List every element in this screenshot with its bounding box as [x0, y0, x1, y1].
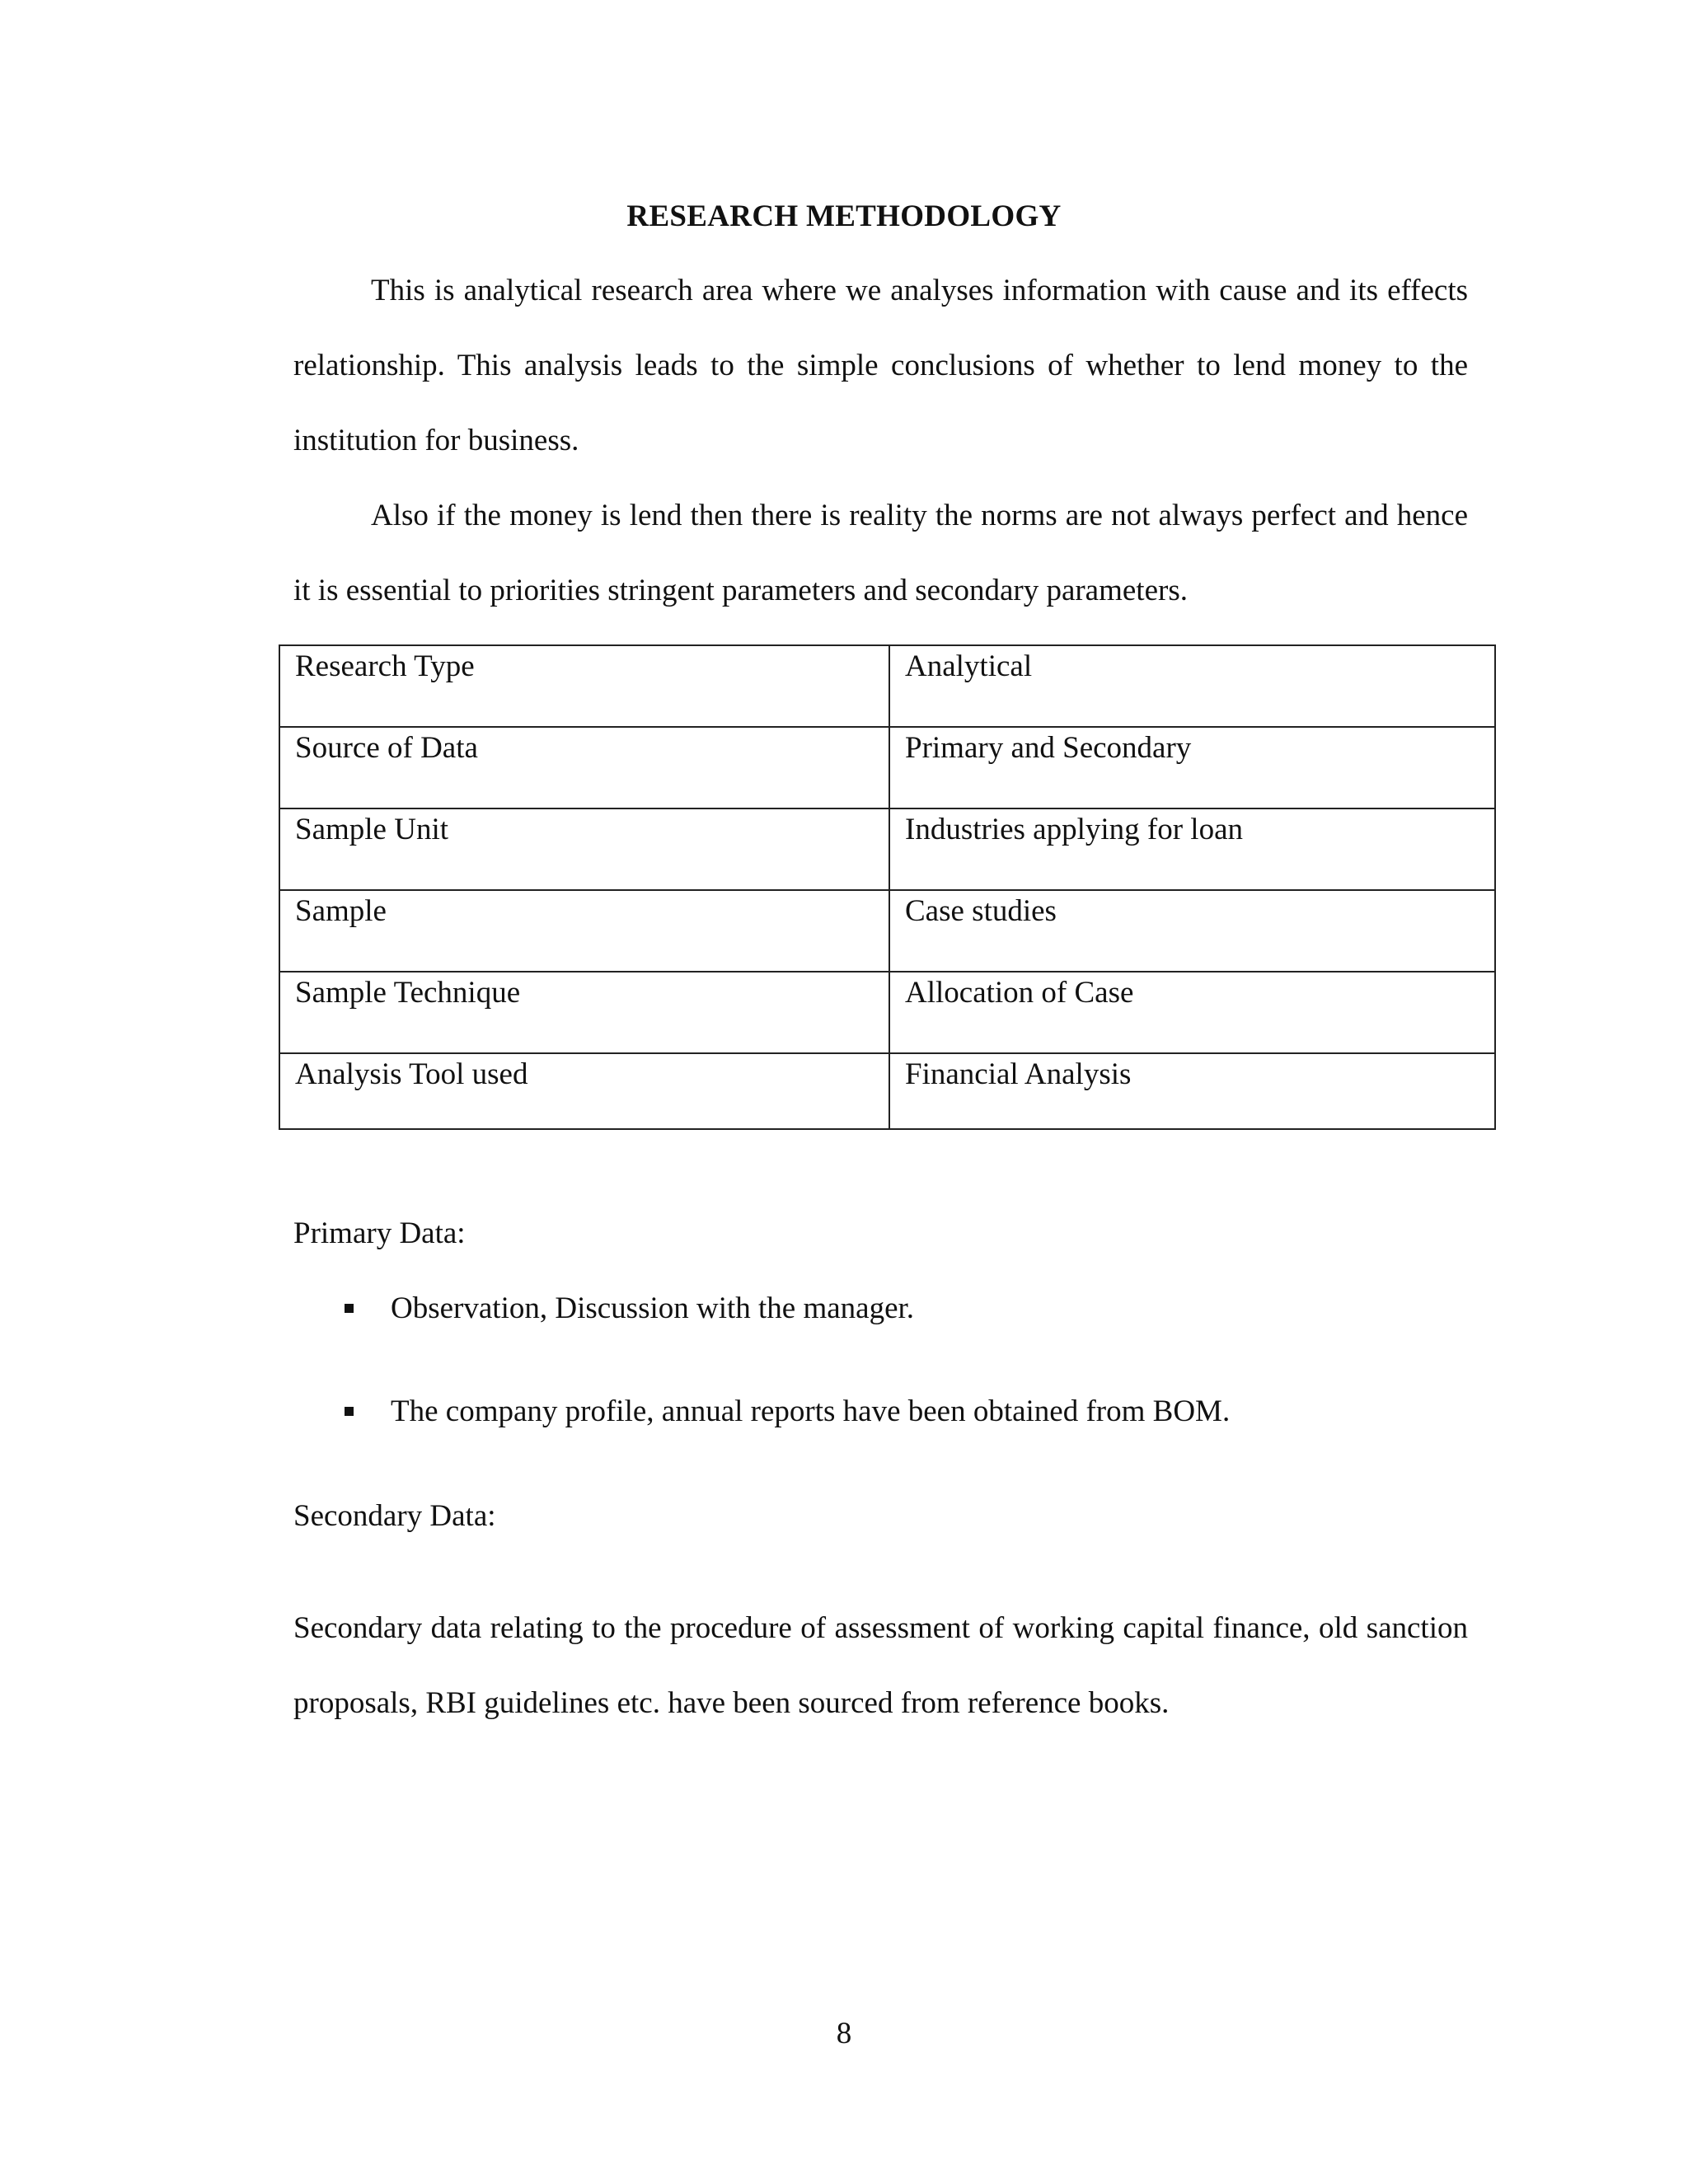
table-cell-value: Analytical [889, 645, 1495, 727]
list-item-text: Observation, Discussion with the manager. [391, 1291, 915, 1325]
table-cell-value: Allocation of Case [889, 972, 1495, 1053]
intro-paragraph: This is analytical research area where we analyses information with cause and its effects relationship. This analysis leads to the simple conclusions of whether to lend money to the institution for business. [293, 274, 1468, 457]
table-cell-parameter: Source of Data [279, 727, 889, 808]
page-number: 8 [836, 2017, 852, 2050]
table-row [279, 972, 1495, 1053]
table-cell-value: Case studies [889, 890, 1495, 972]
table-cell-value: Financial Analysis [889, 1053, 1495, 1129]
table-row [279, 1053, 1495, 1129]
table-row [279, 808, 1495, 890]
secondary-data-heading: Secondary Data: [293, 1499, 496, 1533]
table-row [279, 727, 1495, 808]
table-cell-parameter: Sample Technique [279, 972, 889, 1053]
list-item-text: The company profile, annual reports have been obtained from BOM. [391, 1394, 1231, 1428]
table-cell-parameter: Sample Unit [279, 808, 889, 890]
primary-data-heading: Primary Data: [293, 1216, 466, 1250]
table-cell-value: Industries applying for loan [889, 808, 1495, 890]
page-title: RESEARCH METHODOLOGY [626, 199, 1062, 233]
table-cell-value: Primary and Secondary [889, 727, 1495, 808]
table-row [279, 645, 1495, 727]
second-paragraph: Also if the money is lend then there is reality the norms are not always perfect and hence it is essential to priorities stringent parameters and secondary parameters. [293, 499, 1468, 607]
table-row [279, 890, 1495, 972]
square-bullet-icon [345, 1304, 354, 1313]
secondary-data-paragraph: Secondary data relating to the procedure of assessment of working capital finance, old sanction proposals, RBI guidelines etc. have been sourced from reference books. [293, 1611, 1468, 1720]
methodology-table [279, 644, 1496, 1130]
square-bullet-icon [345, 1407, 354, 1416]
table-cell-parameter: Research Type [279, 645, 889, 727]
table-cell-parameter: Analysis Tool used [279, 1053, 889, 1129]
table-cell-parameter: Sample [279, 890, 889, 972]
